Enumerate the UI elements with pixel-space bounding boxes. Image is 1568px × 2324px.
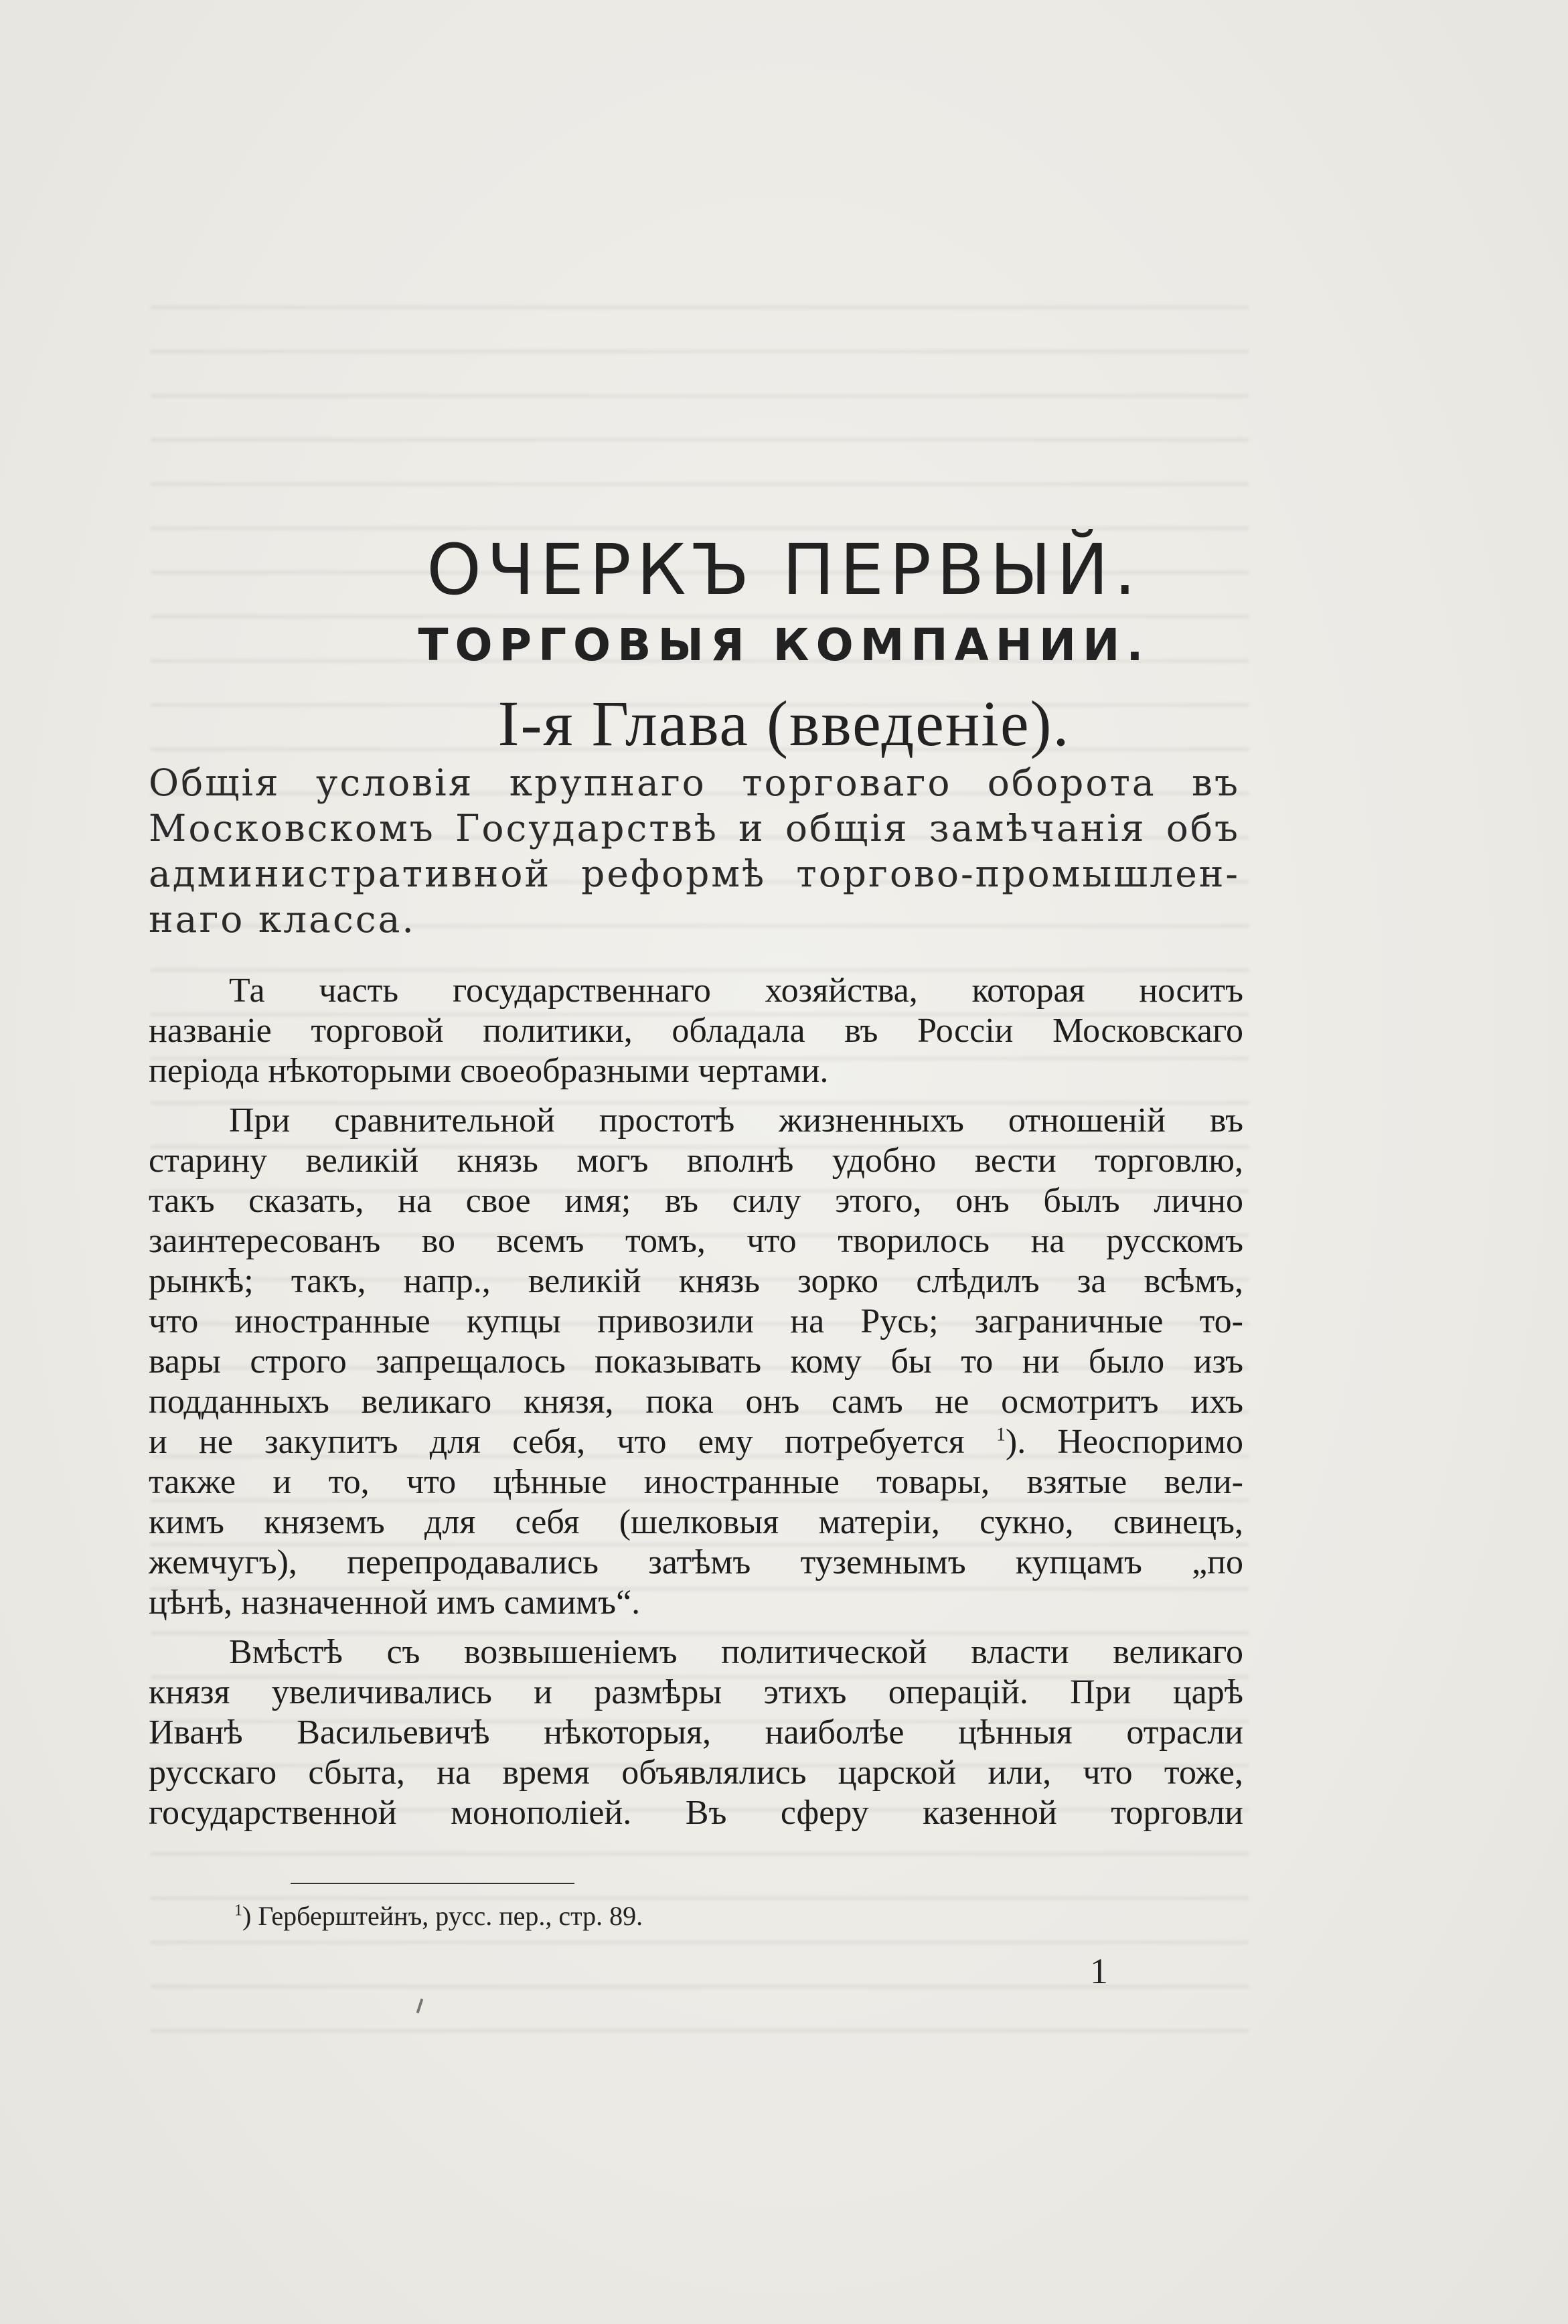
text-line: Вмѣстѣ съ возвышенiемъ политической власти великаго [229,1633,1243,1671]
chapter-heading: I-я Глава (введенiе). [497,688,1071,759]
footnote [234,1900,643,1932]
text-line: вары строго запрещалось показывать кому бы то ни было изъ [149,1342,1243,1381]
text-line: также и то, что цѣнные иностранные товары, взятые вели- [149,1463,1243,1501]
chapter-description-line: наго класса. [149,898,416,941]
text-line: что иностранные купцы привозили на Русь; заграничные то- [149,1302,1243,1340]
footnote-text: ) Герберштейнъ, русс. пер., стр. 89. [242,1901,643,1931]
section-subtitle: ТОРГОВЫЯ КОМПАНИИ. [418,619,1150,671]
chapter-description-line: Московскомъ Государствѣ и общiя замѣчанiя объ [149,807,1240,850]
text-line-part: и не закупитъ для себя, что ему потребуется [149,1423,965,1461]
text-line: цѣнѣ, назначенной имъ самимъ“. [149,1583,641,1622]
text-line-part: ). Неоспоримо [1005,1423,1244,1461]
text-line: такъ сказать, на свое имя; въ силу этого, онъ былъ лично [149,1182,1243,1220]
text-line: названiе торговой политики, обладала въ Россiи Московскаго [149,1012,1243,1050]
text-line: рынкѣ; такъ, напр., великiй князь зорко слѣдилъ за всѣмъ, [149,1262,1243,1300]
chapter-description-line: Общiя условiя крупнаго торговаго оборота въ [149,761,1240,804]
footnote-divider [291,1883,574,1884]
text-line: старину великiй князь могъ вполнѣ удобно вести торговлю, [149,1142,1243,1180]
footnote-marker: 1 [234,1902,242,1920]
text-line: перiода нѣкоторыми своеобразными чертами. [149,1052,829,1090]
text-line: Та часть государственнаго хозяйства, которая носитъ [229,972,1243,1010]
page-number: 1 [1090,1951,1108,1991]
text-line: подданныхъ великаго князя, пока онъ самъ не осмотритъ ихъ [149,1383,1243,1421]
footnote-reference[interactable]: 1 [996,1424,1006,1446]
text-line: государственной монополiей. Въ сферу казенной торговли [149,1794,1243,1832]
text-line: кимъ княземъ для себя (шелковыя матерiи, сукно, свинецъ, [149,1503,1243,1541]
chapter-description [149,760,1240,942]
text-line: заинтересованъ во всемъ томъ, что творилось на русскомъ [149,1222,1243,1260]
text-line: русскаго сбыта, на время объявлялись царской или, что тоже, [149,1754,1243,1792]
text-line: Иванѣ Васильевичѣ нѣкоторыя, наиболѣе цѣнныя отрасли [149,1713,1243,1752]
text-line-with-footnote [149,1422,1243,1462]
body-text [149,971,1243,1833]
text-line: При сравнительной простотѣ жизненныхъ отношенiй въ [229,1101,1243,1140]
page-title: ОЧЕРКЪ ПЕРВЫЙ. [426,529,1142,611]
chapter-description-line: административной реформѣ торгово-промышлен- [149,852,1240,895]
text-line: жемчугъ), перепродавались затѣмъ туземнымъ купцамъ „по [149,1543,1243,1581]
text-line: князя увеличивались и размѣры этихъ операцiй. При царѣ [149,1673,1243,1711]
